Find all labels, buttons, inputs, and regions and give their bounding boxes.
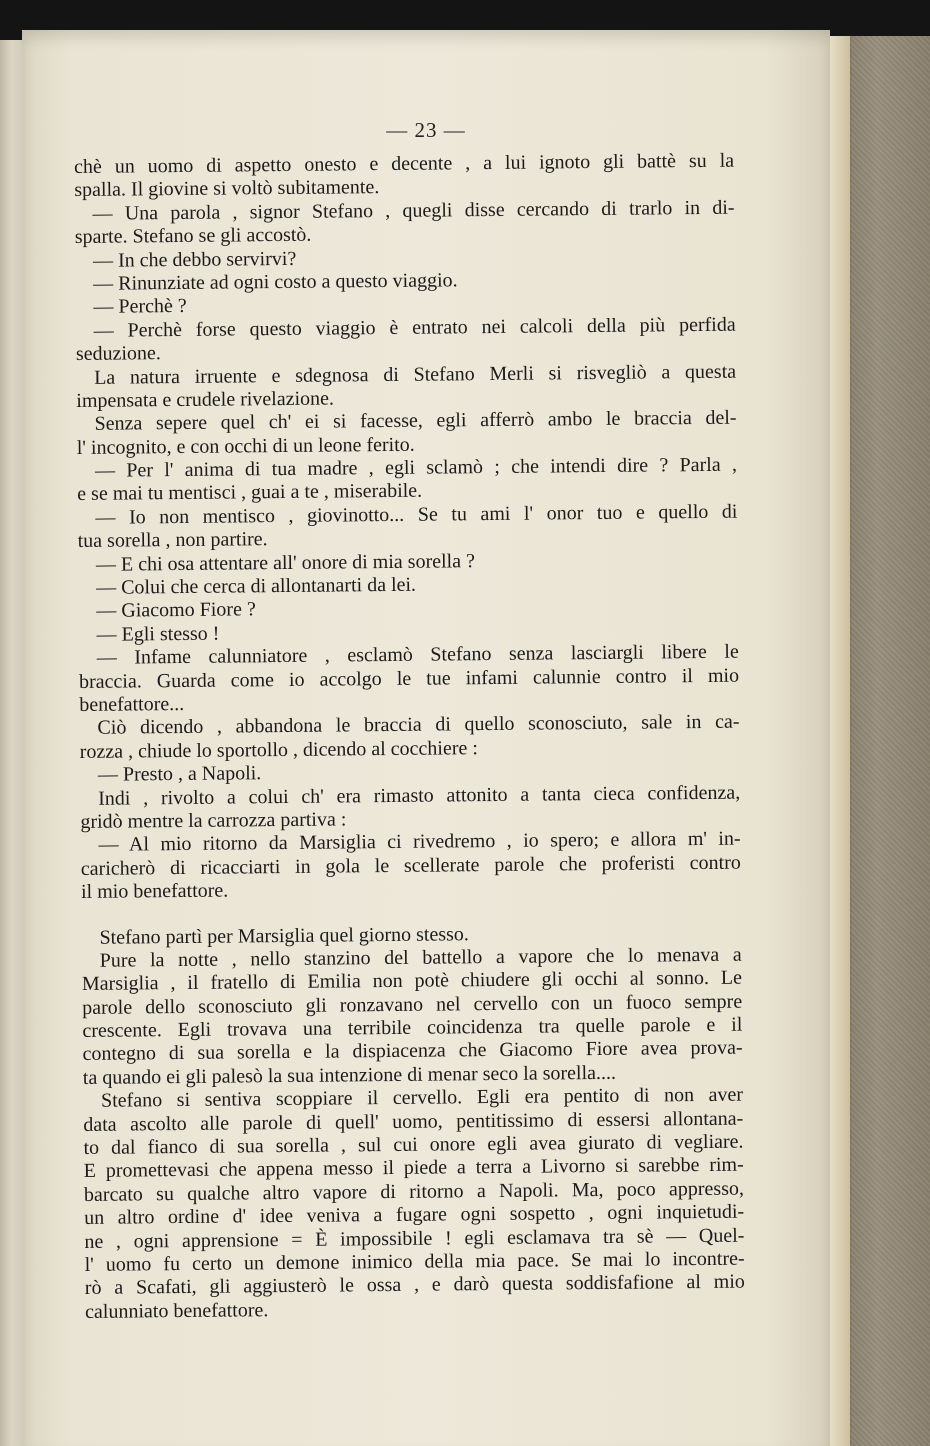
text-line: — Giacomo Fiore ? [96,598,256,623]
text-line: — Io non mentisco , giovinotto... Se tu ami l' onor tuo e quello di [95,500,738,529]
text-line: data ascolto alle parole di quell' uomo, pentitissimo di essersi allontana- [83,1107,744,1136]
text-line: — Per l' anima di tua madre , egli sclamò ; che intendi dire ? Parla , [94,453,738,482]
library-stamp [858,120,922,680]
text-line: Ciò dicendo , abbandona le braccia di quello sconosciuto, sale in ca- [97,711,740,740]
page-number: — 23 — [386,118,466,142]
text-line: gridò mentre la carrozza partiva : [80,808,347,833]
text-line: l' incognito, e con occhi di un leone ferito. [76,433,415,459]
text-line: Stefano partì per Marsiglia quel giorno stesso. [99,922,469,949]
text-line: chè un uomo di aspetto onesto e decente , a lui ignoto gli battè su la [74,149,735,178]
text-line: contegno di sua sorella e la dispiacenza che Giacomo Fiore avea prova- [82,1037,743,1066]
text-line: sparte. Stefano se gli accostò. [74,223,312,249]
text-line: un altro ordine d' idee veniva a fugare ogni sospetto , ogni inquietudi- [84,1200,745,1230]
text-line: ne , ogni apprensione = È impossibile ! egli esclamava tra sè — Quel- [84,1224,745,1253]
text-line: l' uomo fu certo un demone inimico della mia pace. Se mai lo incontre- [84,1247,745,1276]
text-line: — Una parola , signor Stefano , quegli disse cercando di trarlo in di- [92,196,735,225]
text-line: — E chi osa attentare all' onore di mia sorella ? [95,549,476,576]
text-line: calunniato benefattore. [84,1298,269,1323]
text-line: seduzione. [75,342,161,366]
text-line: tua sorella , non partire. [77,528,268,553]
text-line: e se mai tu mentisci , guai a te , miserabile. [77,480,423,506]
text-line: rozza , chiude lo sportollo , dicendo al cocchiere : [79,736,478,763]
text-line: Stefano si sentiva scoppiare il cervello. Egli era pentito di non aver [100,1083,744,1113]
text-line: La natura irruente e sdegnosa di Stefano Merli si risvegliò a questa [94,360,737,389]
text-line: parole dello sconosciuto gli ronzavano nel cervello con un fuoco sempre [82,990,743,1019]
text-line: braccia. Guarda come io accolgo le tue infami calunnie contro il mio [78,664,740,693]
body-text [74,150,745,1324]
text-line: — Presto , a Napoli. [97,762,262,786]
text-line: — Colui che cerca di allontanarti da lei. [96,573,417,599]
text-line: — Perchè forse questo viaggio è entrato nei calcoli della più perfida [93,313,736,342]
text-line: — Infame calunniatore , esclamò Stefano senza lasciargli libere le [96,640,739,670]
text-line: to dal fianco di sua sorella , sul cui onore egli avea giurato di vegliare. [83,1130,744,1159]
text-line: Senza sepere quel ch' ei si facesse, egli afferrò ambo le braccia del- [94,406,737,436]
text-line: Pure la notte , nello stanzino del battello a vapore che lo menava a [99,943,742,972]
text-line: — In che debbo servirvi? [92,247,297,272]
text-line: crescente. Egli trovava una terribile coincidenza tra quelle parole e il [82,1013,743,1043]
text-line: Marsiglia , il fratello di Emilia non potè chiudere gli occhi al sonno. Le [81,966,743,996]
text-line: il mio benefattore. [80,879,229,904]
text-line: benefattore... [79,692,185,716]
text-line: ta quando ei gli palesò la sua intenzione di menar seco la sorella.... [82,1061,617,1089]
text-line: Indi , rivolto a colui ch' era rimasto attonito a tanta cieca confidenza, [98,781,741,810]
book-page [22,30,830,1446]
text-line: — Rinunziate ad ogni costo a questo viaggio. [93,269,458,295]
text-line: — Al mio ritorno da Marsiglia ci rivedremo , io spero; e allora m' in- [98,827,741,857]
text-line: rò a Scafati, gli aggiusterò le ossa , e darò questa soddisfafione al mio [84,1270,745,1300]
text-line: impensata e crudele rivelazione. [76,387,335,412]
text-line: caricherò di ricacciarti in gola le scellerate parole che proferisti contro [80,851,741,880]
text-line: — Egli stesso ! [96,622,220,646]
text-line: E promettevasi che appena messo il piede a terra a Livorno si sarebbe rim- [83,1154,744,1183]
text-line: — Perchè ? [93,295,187,319]
text-line: barcato su qualche altro vapore di ritorno a Napoli. Ma, poco appresso, [83,1177,745,1206]
text-line: spalla. Il giovine si voltò subitamente. [74,176,380,202]
